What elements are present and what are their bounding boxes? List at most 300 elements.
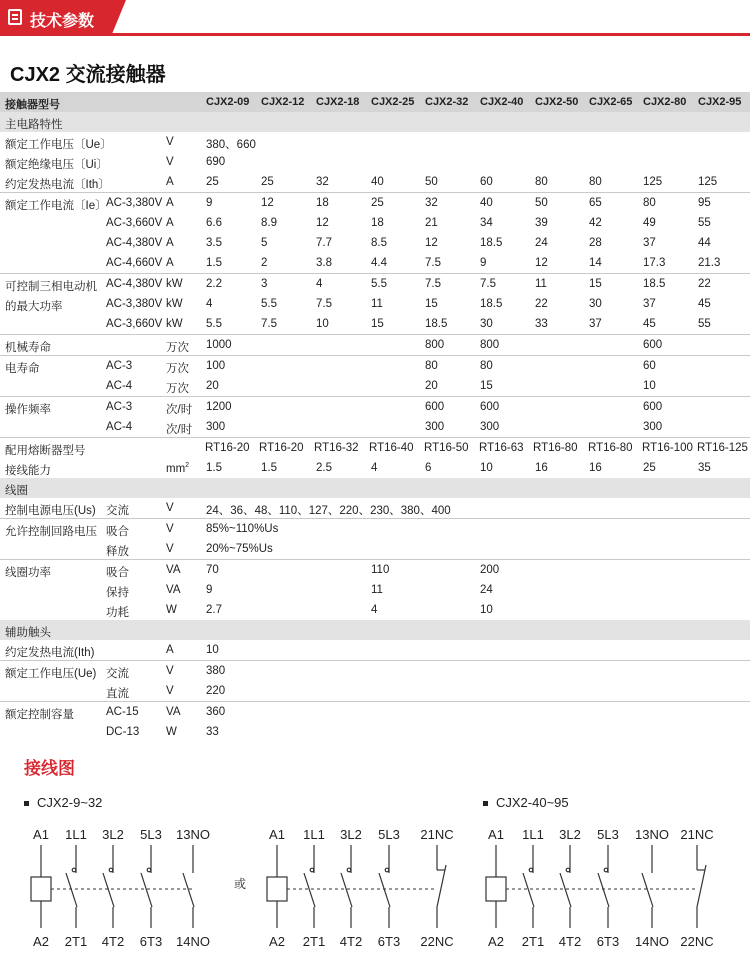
cell-value: RT16-20 [205,442,250,454]
terminal-label-top: 5L3 [140,827,162,842]
cell-value: 24 [535,237,548,249]
cell-value: 9 [206,584,213,596]
document-icon [8,9,22,25]
row-unit: kW [166,318,183,330]
cell-value: 1000 [206,339,232,351]
contact-blade [66,873,77,907]
column-header: CJX2-80 [643,96,687,108]
cell-value: 80 [425,360,438,372]
row-label: 操作频率 [5,404,51,416]
cell-value: 14 [589,257,602,269]
table-row [0,213,750,233]
cell-value: 15 [425,298,438,310]
contact-blade [183,873,194,907]
cell-value: 3 [261,278,268,290]
cell-value: 25 [643,462,656,474]
row-label: 约定发热电流〔Ith〕 [5,179,110,191]
contact-blade [523,873,534,907]
table-row [0,681,750,701]
column-header: CJX2-18 [316,96,360,108]
coil-symbol [486,877,506,901]
cell-value: 45 [698,298,711,310]
column-header: CJX2-32 [425,96,469,108]
cell-value: 95 [698,197,711,209]
cell-value: 42 [589,217,602,229]
row-unit: A [166,217,174,229]
cell-value: 30 [589,298,602,310]
cell-value: 4 [206,298,213,310]
cell-value: 33 [206,726,219,738]
row-unit: VA [166,584,181,596]
cell-value: 4 [316,278,323,290]
row-unit: V [166,156,174,168]
terminal-label-bottom: 22NC [680,934,714,949]
cell-value: 80 [589,176,602,188]
cell-value: 7.5 [425,278,441,290]
cell-value: 10 [480,604,493,616]
terminal-label-top: 5L3 [378,827,400,842]
cell-value: 18.5 [643,278,666,290]
row-sublabel: AC-3 [106,360,133,372]
row-unit: V [166,543,174,555]
cell-value: 3.5 [206,237,222,249]
row-label: 额定工作电压(Ue) [5,668,97,680]
terminal-label-top: 3L2 [340,827,362,842]
cell-value: 4.4 [371,257,387,269]
terminal-label-bottom: 6T3 [139,934,163,949]
cell-value: 25 [261,176,274,188]
row-unit: kW [166,298,183,310]
cell-value: 8.5 [371,237,387,249]
spec-table [0,92,750,742]
cell-value: 25 [206,176,219,188]
column-header: CJX2-95 [698,96,742,108]
table-row [0,172,750,192]
cell-value: 33 [535,318,548,330]
cell-value: RT16-32 [314,442,359,454]
cell-value: 21.3 [698,257,721,269]
cell-value: 12 [316,217,329,229]
cell-value: 690 [206,156,226,168]
terminal-label-top: 3L2 [102,827,124,842]
row-label: 配用熔断器型号 [5,445,86,457]
terminal-label-bottom: A2 [269,934,285,949]
contact-terminal-dot [72,868,76,872]
contact-blade [304,873,315,907]
table-row [0,294,750,314]
section-header-tab [0,0,112,34]
cell-value: 12 [261,197,274,209]
table-row [0,539,750,559]
table-row [0,132,750,152]
cell-value: 5.5 [371,278,387,290]
row-unit: V [166,136,174,148]
cell-value: RT16-50 [424,442,469,454]
cell-value: 40 [480,197,493,209]
row-label: 可控制三相电动机 [5,281,97,293]
cell-value: 11 [371,298,383,310]
terminal-label-bottom: 4T2 [558,934,582,949]
cell-value: 21 [425,217,438,229]
table-row [0,640,750,660]
cell-value: RT16-80 [588,442,633,454]
cell-value: 37 [643,237,656,249]
cell-value: 11 [371,584,383,596]
contact-blade [560,873,571,907]
wiring-title: 接线图 [24,759,75,778]
terminal-label-bottom: 6T3 [596,934,620,949]
cell-value: 200 [480,564,500,576]
cell-value: 25 [371,197,384,209]
row-unit: 万次 [166,363,189,375]
row-label: 控制电源电压(Us) [5,505,96,517]
cell-value: 50 [425,176,438,188]
terminal-label-top: A1 [33,827,49,842]
cell-value: 7.7 [316,237,332,249]
cell-value: 1.5 [206,462,222,474]
row-label: 的最大功率 [5,301,63,313]
section-row [0,478,750,498]
row-unit: V [166,523,174,535]
cell-value: 2.7 [206,604,222,616]
cell-value: 6 [425,462,432,474]
contact-blade [103,873,114,907]
model-b-text: CJX2-40~95 [496,795,569,810]
contact-terminal-dot [566,868,570,872]
cell-value: 5 [261,237,268,249]
contact-blade [141,873,152,907]
terminal-label-bottom: 14NO [635,934,669,949]
cell-value: 2.2 [206,278,222,290]
cell-value: 45 [643,318,656,330]
table-header-row [0,92,750,112]
row-label: 额定工作电压〔Ue〕 [5,139,112,151]
contact-terminal-dot [604,868,608,872]
row-unit: VA [166,706,181,718]
table-row [0,600,750,620]
cell-value: 34 [480,217,493,229]
section-row [0,620,750,640]
terminal-label-bottom: 4T2 [101,934,125,949]
terminal-label-bottom: 2T1 [302,934,326,949]
cell-value: 55 [698,318,711,330]
contact-terminal-dot [529,868,533,872]
cell-value: 220 [206,685,226,697]
row-label: 接触器型号 [5,99,60,111]
cell-value: RT16-125 [697,442,748,454]
cell-value: RT16-80 [533,442,578,454]
cell-value: 10 [206,644,219,656]
contact-terminal-dot [147,868,151,872]
row-label: 辅助触头 [5,627,51,639]
model-label-b [483,795,569,810]
section-header-title: 技术参数 [30,13,95,30]
cell-value: RT16-63 [479,442,524,454]
terminal-label-top: 21NC [420,827,454,842]
cell-value: 125 [643,176,663,188]
row-unit: 次/时 [166,424,193,436]
cell-value: 1200 [206,401,232,413]
table-row [0,314,750,334]
cell-value: 17.3 [643,257,666,269]
row-unit [166,462,189,475]
column-header: CJX2-12 [261,96,305,108]
row-unit: VA [166,564,181,576]
cell-value: 18.5 [480,237,503,249]
cell-value: 1.5 [261,462,277,474]
table-row [0,355,750,376]
row-sublabel: 吸合 [106,567,129,579]
cell-value: 5.5 [206,318,222,330]
cell-value: 40 [371,176,384,188]
contact-blade [341,873,352,907]
row-unit: 万次 [166,342,189,354]
contact-terminal-dot [310,868,314,872]
contact-terminal-dot [109,868,113,872]
table-row [0,273,750,294]
row-sublabel: 交流 [106,668,129,680]
row-sublabel: AC-3,660V [106,217,163,229]
cell-value: 3.8 [316,257,332,269]
cell-value: 85%~110%Us [206,523,279,535]
table-row [0,192,750,213]
cell-value: 12 [425,237,438,249]
row-sublabel: 直流 [106,688,129,700]
terminal-label-bottom: 2T1 [521,934,545,949]
cell-value: 18 [316,197,329,209]
row-unit: V [166,665,174,677]
or-label: 或 [234,877,247,891]
section-row [0,112,750,132]
cell-value: 100 [206,360,226,372]
terminal-label-bottom: 4T2 [339,934,363,949]
cell-value: 60 [643,360,656,372]
row-sublabel: 吸合 [106,526,129,538]
row-unit: A [166,257,174,269]
model-label-a [24,795,102,810]
row-label: 机械寿命 [5,342,51,354]
cell-value: 110 [371,564,390,576]
row-sublabel: AC-3,380V [106,298,163,310]
cell-value: 380 [206,665,226,677]
row-sublabel: AC-4 [106,421,133,433]
terminal-label-bottom: 6T3 [377,934,401,949]
column-header: CJX2-40 [480,96,524,108]
row-label: 额定工作电流〔Ie〕 [5,200,107,212]
coil-symbol [267,877,287,901]
cell-value: 24、36、48、110、127、220、230、380、400 [206,505,451,517]
row-sublabel: AC-15 [106,706,139,718]
cell-value: 16 [535,462,548,474]
row-unit: kW [166,278,183,290]
row-sublabel: 交流 [106,505,129,517]
unit-superscript: 2 [185,462,190,469]
cell-value: 18.5 [480,298,503,310]
table-row [0,458,750,478]
row-label: 额定控制容量 [5,709,74,721]
table-row [0,498,750,518]
row-sublabel: AC-4,380V [106,237,163,249]
cell-value: 24 [480,584,493,596]
cell-value: 7.5 [425,257,441,269]
row-label: 线圈 [5,485,28,497]
terminal-label-top: 3L2 [559,827,581,842]
cell-value: 300 [206,421,226,433]
cell-value: 7.5 [261,318,277,330]
table-row [0,253,750,273]
cell-value: 10 [480,462,493,474]
contact-blade [642,873,653,907]
cell-value: 44 [698,237,711,249]
cell-value: 1.5 [206,257,222,269]
row-label: 允许控制回路电压 [5,526,97,538]
row-sublabel: 功耗 [106,607,129,619]
cell-value: 60 [480,176,493,188]
row-unit: W [166,726,177,738]
table-row [0,396,750,417]
cell-value: 37 [589,318,602,330]
cell-value: 6.6 [206,217,222,229]
contact-blade [379,873,390,907]
terminal-label-top: 21NC [680,827,714,842]
row-unit: A [166,197,174,209]
row-sublabel: AC-4 [106,380,133,392]
terminal-label-top: A1 [488,827,504,842]
contact-terminal-dot [385,868,389,872]
table-row [0,334,750,355]
cell-value: 300 [425,421,445,433]
terminal-label-top: 5L3 [597,827,619,842]
row-unit: A [166,176,174,188]
cell-value: 50 [535,197,548,209]
cell-value: 22 [535,298,548,310]
row-unit: V [166,502,174,514]
cell-value: 12 [535,257,548,269]
cell-value: 7.5 [480,278,496,290]
cell-value: 360 [206,706,226,718]
column-header: CJX2-65 [589,96,633,108]
row-sublabel: AC-4,380V [106,278,163,290]
row-unit: A [166,644,174,656]
cell-value: RT16-100 [642,442,693,454]
row-sublabel: AC-3 [106,401,133,413]
cell-value: 80 [643,197,656,209]
terminal-label-bottom: 14NO [176,934,210,949]
row-label: 电寿命 [5,363,40,375]
cell-value: 5.5 [261,298,277,310]
wiring-diagrams [0,815,750,965]
cell-value: 8.9 [261,217,277,229]
cell-value: 16 [589,462,602,474]
model-a-text: CJX2-9~32 [37,795,103,810]
cell-value: 20 [206,380,219,392]
cell-value: 32 [316,176,329,188]
row-label: 约定发热电流(Ith) [5,647,95,659]
cell-value: 39 [535,217,548,229]
header-underline [0,33,750,36]
coil-symbol [31,877,51,901]
cell-value: 600 [643,339,663,351]
cell-value: 4 [371,462,378,474]
cell-value: 20 [425,380,438,392]
cell-value: RT16-20 [259,442,304,454]
row-label: 主电路特性 [5,119,63,131]
terminal-label-top: 1L1 [303,827,325,842]
cell-value: 600 [480,401,500,413]
contact-blade [598,873,609,907]
row-label: 额定绝缘电压〔Ui〕 [5,159,108,171]
row-sublabel: 释放 [106,546,129,558]
cell-value: 49 [643,217,656,229]
cell-value: 600 [643,401,663,413]
cell-value: 15 [371,318,384,330]
row-sublabel: AC-3,660V [106,318,163,330]
cell-value: 800 [425,339,445,351]
cell-value: 80 [535,176,548,188]
unit-base: mm [166,462,186,475]
cell-value: 18.5 [425,318,448,330]
cell-value: 7.5 [316,298,332,310]
table-row [0,559,750,580]
row-unit: A [166,237,174,249]
cell-value: 600 [425,401,445,413]
terminal-label-bottom: A2 [488,934,504,949]
cell-value: 80 [480,360,493,372]
table-row [0,233,750,253]
cell-value: 37 [643,298,656,310]
cell-value: 300 [643,421,663,433]
terminal-label-top: 13NO [635,827,669,842]
cell-value: 15 [480,380,493,392]
cell-value: 65 [589,197,602,209]
row-unit: W [166,604,177,616]
cell-value: 10 [643,380,656,392]
row-unit: 次/时 [166,404,193,416]
cell-value: 35 [698,462,711,474]
terminal-label-top: 1L1 [65,827,87,842]
row-unit: V [166,685,174,697]
cell-value: 20%~75%Us [206,543,273,555]
table-row [0,417,750,437]
column-header: CJX2-09 [206,96,250,108]
cell-value: 70 [206,564,219,576]
cell-value: 300 [480,421,500,433]
cell-value: 32 [425,197,438,209]
cell-value: 125 [698,176,718,188]
terminal-label-bottom: 22NC [420,934,454,949]
row-sublabel: AC-4,660V [106,257,163,269]
column-header: CJX2-50 [535,96,579,108]
cell-value: RT16-40 [369,442,414,454]
row-sublabel: DC-13 [106,726,140,738]
cell-value: 30 [480,318,493,330]
table-row [0,376,750,396]
nc-blade [437,865,446,907]
cell-value: 2 [261,257,268,269]
row-label: 接线能力 [5,465,51,477]
cell-value: 800 [480,339,500,351]
table-row [0,152,750,172]
row-unit: 万次 [166,383,189,395]
cell-value: 2.5 [316,462,332,474]
cell-value: 380、660 [206,139,256,151]
terminal-label-bottom: A2 [33,934,49,949]
row-label: 线圈功率 [5,567,51,579]
column-header: CJX2-25 [371,96,415,108]
table-row [0,722,750,742]
doc-title: CJX2 交流接触器 [10,64,166,86]
row-sublabel: AC-3,380V [106,197,163,209]
